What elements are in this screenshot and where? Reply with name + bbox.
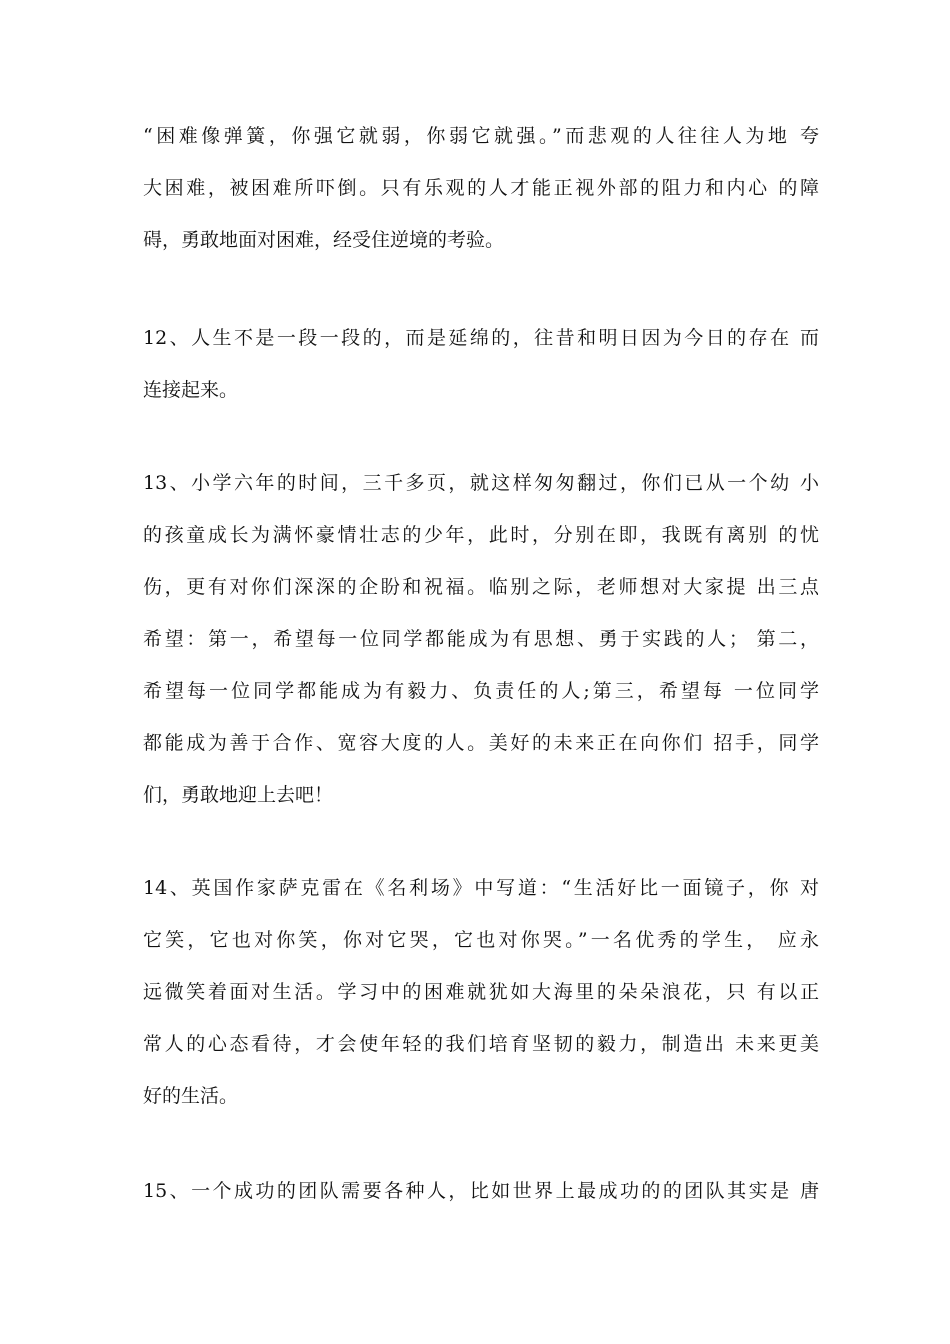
text-line: 伤，更有对你们深深的企盼和祝福。临别之际，老师想对大家提 出三点 bbox=[143, 576, 819, 598]
text-line: 它笑，它也对你笑，你对它哭，它也对你哭。”一名优秀的学生， 应永 bbox=[143, 929, 819, 951]
text-line: 好的生活。 bbox=[143, 1085, 239, 1107]
text-line: 远微笑着面对生活。学习中的困难就犹如大海里的朵朵浪花，只 有以正 bbox=[143, 981, 819, 1003]
paragraph-optimism-quote bbox=[143, 110, 819, 266]
text-line: 15、一个成功的团队需要各种人，比如世界上最成功的的团队其实是 唐 bbox=[143, 1180, 819, 1202]
text-line: 大困难，被困难所吓倒。只有乐观的人才能正视外部的阻力和内心 的障 bbox=[143, 177, 819, 199]
text-line: 13、小学六年的时间，三千多页，就这样匆匆翻过，你们已从一个幼 小 bbox=[143, 472, 819, 494]
text-line: 希望每一位同学都能成为有毅力、负责任的人;第三，希望每 一位同学 bbox=[143, 680, 819, 702]
paragraph-14 bbox=[143, 862, 819, 1122]
text-line: 14、英国作家萨克雷在《名利场》中写道：“生活好比一面镜子，你 对 bbox=[143, 877, 819, 899]
text-line: 希望：第一，希望每一位同学都能成为有思想、勇于实践的人； 第二， bbox=[143, 628, 819, 650]
text-line: 连接起来。 bbox=[143, 379, 239, 401]
text-line: “困难像弹簧，你强它就弱，你弱它就强。”而悲观的人往往人为地 夸 bbox=[143, 125, 819, 147]
paragraph-12 bbox=[143, 312, 819, 416]
text-line: 碍，勇敢地面对困难，经受住逆境的考验。 bbox=[143, 229, 505, 251]
text-line: 的孩童成长为满怀豪情壮志的少年，此时，分别在即，我既有离别 的忧 bbox=[143, 524, 819, 546]
text-line: 常人的心态看待，才会使年轻的我们培育坚韧的毅力，制造出 未来更美 bbox=[143, 1033, 819, 1055]
text-line: 都能成为善于合作、宽容大度的人。美好的未来正在向你们 招手，同学 bbox=[143, 732, 819, 754]
text-line: 12、人生不是一段一段的，而是延绵的，往昔和明日因为今日的存在 而 bbox=[143, 327, 819, 349]
paragraph-13 bbox=[143, 457, 819, 821]
paragraph-15 bbox=[143, 1165, 819, 1217]
text-line: 们，勇敢地迎上去吧！ bbox=[143, 784, 334, 806]
